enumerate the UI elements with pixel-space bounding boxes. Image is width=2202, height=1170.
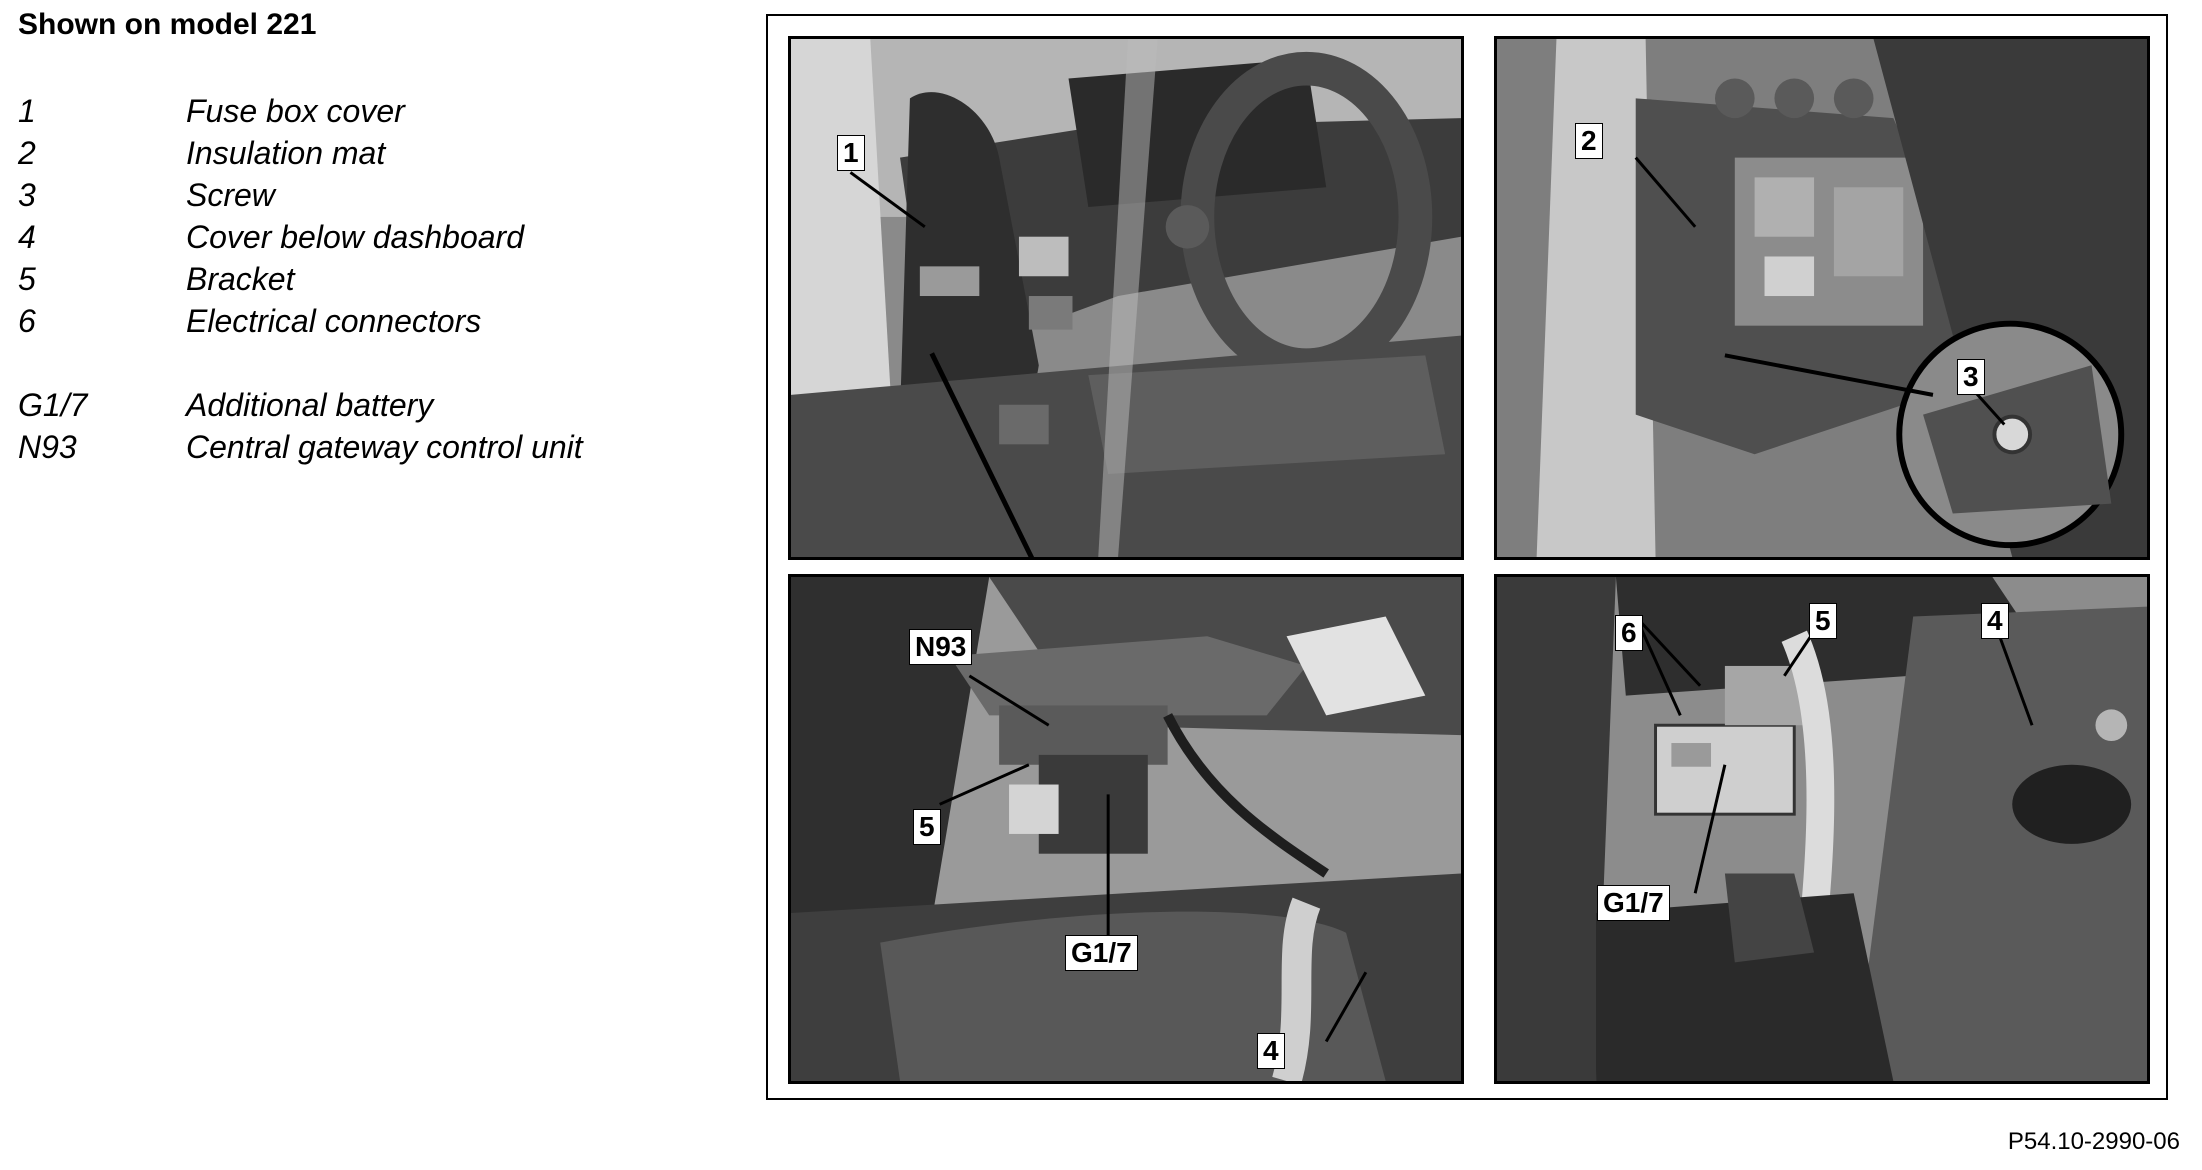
photo-illustration bbox=[1497, 39, 2147, 557]
legend-item bbox=[18, 216, 583, 258]
callout-4: 4 bbox=[1257, 1033, 1285, 1069]
callout-g1-7: G1/7 bbox=[1065, 935, 1138, 971]
legend-spacer bbox=[18, 342, 583, 384]
figure-frame bbox=[766, 14, 2168, 1100]
legend-text: Cover below dashboard bbox=[186, 219, 524, 255]
callout-1: 1 bbox=[837, 135, 865, 171]
callout-5: 5 bbox=[913, 809, 941, 845]
legend-text: Electrical connectors bbox=[186, 303, 482, 339]
photo-panel-gateway-battery bbox=[788, 574, 1464, 1084]
callout-g1-7: G1/7 bbox=[1597, 885, 1670, 921]
callout-3: 3 bbox=[1957, 359, 1985, 395]
legend-item bbox=[18, 174, 583, 216]
callout-6: 6 bbox=[1615, 615, 1643, 651]
legend-text: Fuse box cover bbox=[186, 93, 405, 129]
photo-panel-insulation-mat bbox=[1494, 36, 2150, 560]
legend-code: 6 bbox=[18, 303, 36, 339]
photo-panel-fuse-box-cover bbox=[788, 36, 1464, 560]
photo-illustration bbox=[791, 577, 1461, 1081]
legend-code: N93 bbox=[18, 429, 77, 465]
legend-component bbox=[18, 426, 583, 468]
legend-item bbox=[18, 132, 583, 174]
legend-item bbox=[18, 258, 583, 300]
photo-illustration bbox=[791, 39, 1461, 557]
legend-title: Shown on model 221 bbox=[18, 8, 317, 41]
legend-text: Screw bbox=[186, 177, 275, 213]
callout-2: 2 bbox=[1575, 123, 1603, 159]
legend-component bbox=[18, 384, 583, 426]
photo-illustration bbox=[1497, 577, 2147, 1081]
legend-code: 2 bbox=[18, 135, 36, 171]
callout-n93: N93 bbox=[909, 629, 972, 665]
legend-code: 5 bbox=[18, 261, 36, 297]
callout-5: 5 bbox=[1809, 603, 1837, 639]
legend-text: Additional battery bbox=[186, 387, 434, 423]
legend-text: Insulation mat bbox=[186, 135, 386, 171]
legend-item bbox=[18, 90, 583, 132]
legend-item bbox=[18, 300, 583, 342]
legend-code: 4 bbox=[18, 219, 36, 255]
legend-code: 1 bbox=[18, 93, 36, 129]
legend-text: Central gateway control unit bbox=[186, 429, 583, 465]
legend-code: G1/7 bbox=[18, 387, 88, 423]
legend-code: 3 bbox=[18, 177, 36, 213]
photo-panel-connectors-bracket bbox=[1494, 574, 2150, 1084]
callout-4: 4 bbox=[1981, 603, 2009, 639]
legend-text: Bracket bbox=[186, 261, 295, 297]
figure-reference-number: P54.10-2990-06 bbox=[2007, 1128, 2180, 1155]
legend-list bbox=[18, 90, 583, 468]
